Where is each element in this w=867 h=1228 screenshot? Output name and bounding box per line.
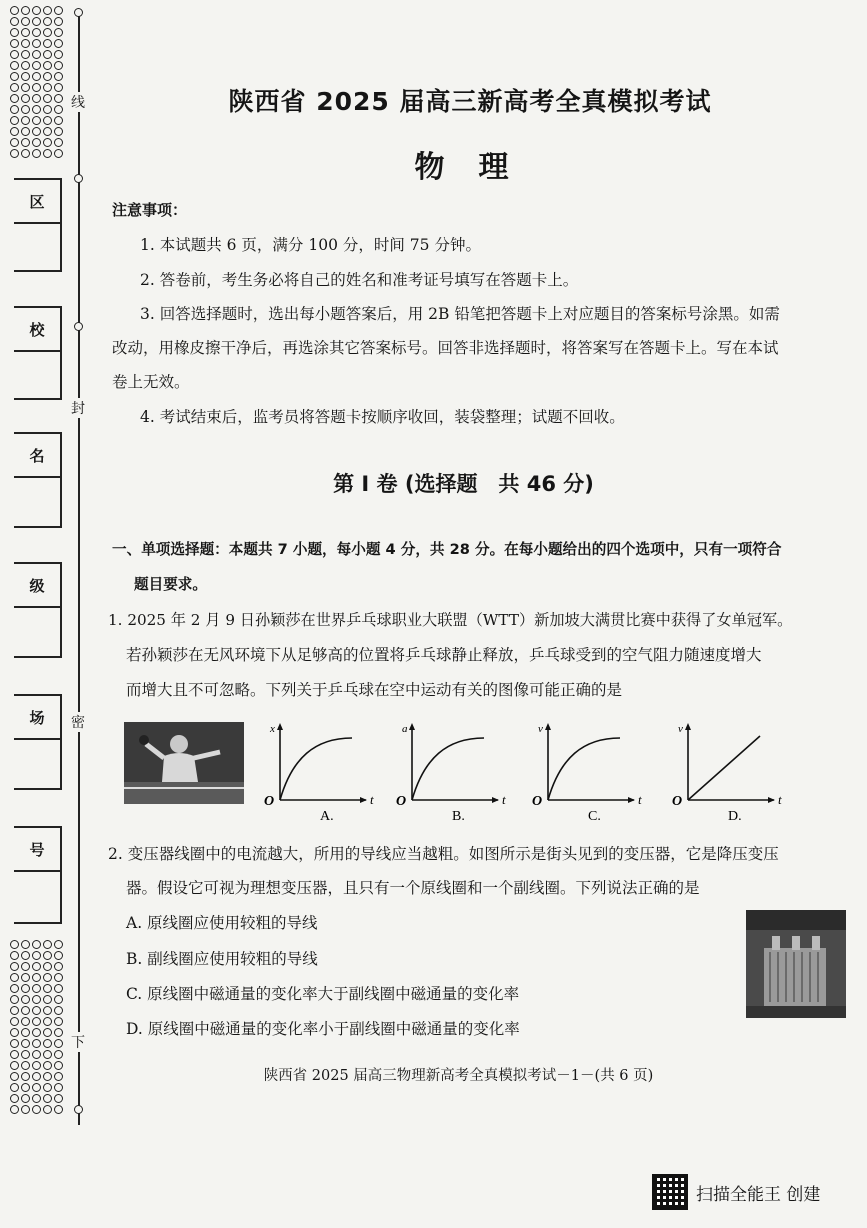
subject-title: 物理 [414, 150, 543, 185]
punch-hole [10, 1039, 19, 1048]
field-label: 级 [14, 564, 60, 608]
notice-item: 4. 考试结束后，监考员将答题卡按顺序收回，装袋整理；试题不回收。 [140, 408, 625, 426]
punch-hole [43, 50, 52, 59]
part-title: 第 I 卷 (选择题 共 46 分) [333, 472, 594, 496]
punch-hole [54, 17, 63, 26]
punch-hole [54, 61, 63, 70]
punch-hole [21, 995, 30, 1004]
punch-hole [21, 6, 30, 15]
punch-hole [10, 973, 19, 982]
notice-item: 1. 本试题共 6 页，满分 100 分，时间 75 分钟。 [140, 236, 481, 254]
punch-hole [10, 17, 19, 26]
punch-hole [32, 50, 41, 59]
field-label: 名 [14, 434, 60, 478]
punch-hole [54, 6, 63, 15]
punch-hole [43, 83, 52, 92]
punch-hole [32, 1006, 41, 1015]
q2-option-b[interactable]: B. 副线圈应使用较粗的导线 [126, 950, 318, 968]
punch-hole [43, 61, 52, 70]
punch-hole [54, 28, 63, 37]
punch-hole [21, 1006, 30, 1015]
punch-hole [54, 962, 63, 971]
y-axis-label: a [402, 723, 408, 735]
binding-dot [74, 1105, 83, 1114]
notice-item: 卷上无效。 [112, 373, 190, 391]
field-class[interactable] [14, 562, 62, 658]
field-label: 场 [14, 696, 60, 740]
punch-hole [32, 1017, 41, 1026]
y-axis-arrow [409, 723, 415, 730]
punch-hole [43, 1006, 52, 1015]
binding-dot [74, 322, 83, 331]
punch-hole [21, 984, 30, 993]
punch-hole [10, 962, 19, 971]
punch-hole [32, 17, 41, 26]
punch-hole [10, 39, 19, 48]
punch-hole [54, 50, 63, 59]
punch-hole [21, 1039, 30, 1048]
graph-option-a[interactable] [262, 718, 372, 832]
punch-hole [43, 962, 52, 971]
y-axis-arrow [545, 723, 551, 730]
punch-hole [10, 995, 19, 1004]
curve [280, 738, 352, 800]
field-label: 区 [14, 180, 60, 224]
x-axis-arrow [492, 797, 499, 803]
punch-hole [32, 116, 41, 125]
punch-hole [54, 973, 63, 982]
punch-hole [32, 1105, 41, 1114]
punch-hole [10, 28, 19, 37]
notice-item: 2. 答卷前，考生务必将自己的姓名和准考证号填写在答题卡上。 [140, 271, 579, 289]
punch-hole [54, 127, 63, 136]
punch-hole [43, 1105, 52, 1114]
curve [548, 738, 620, 800]
option-label: D. [728, 809, 742, 824]
notice-heading: 注意事项： [112, 201, 188, 219]
x-axis-label: t [638, 792, 642, 807]
option-label: B. [452, 809, 465, 824]
punch-hole [43, 116, 52, 125]
watermark-text: 扫描全能王 创建 [696, 1184, 821, 1205]
field-exam-room[interactable] [14, 694, 62, 790]
field-label: 校 [14, 308, 60, 352]
curve [688, 736, 760, 800]
punch-hole [32, 1039, 41, 1048]
punch-hole [43, 6, 52, 15]
punch-hole [10, 61, 19, 70]
punch-hole [21, 1028, 30, 1037]
transformer-photo [746, 910, 846, 1018]
punch-hole [54, 951, 63, 960]
y-axis-arrow [277, 723, 283, 730]
x-axis-label: t [370, 792, 374, 807]
punch-hole [21, 50, 30, 59]
punch-hole [32, 940, 41, 949]
q2-line: 器。假设它可视为理想变压器，且只有一个原线圈和一个副线圈。下列说法正确的是 [126, 879, 700, 897]
punch-hole [10, 951, 19, 960]
origin-label: O [672, 794, 683, 809]
q1-line: 1. 2025 年 2 月 9 日孙颖莎在世界乒乓球职业大联盟（WTT）新加坡大满贯比赛中获得了女单冠军。 [108, 611, 793, 629]
punch-hole [32, 6, 41, 15]
punch-hole [10, 1006, 19, 1015]
origin-label: O [532, 794, 543, 809]
punch-hole [54, 105, 63, 114]
punch-hole [10, 1105, 19, 1114]
punch-hole [43, 1094, 52, 1103]
punch-hole [21, 1105, 30, 1114]
punch-hole [32, 28, 41, 37]
x-axis-label: t [502, 792, 506, 807]
punch-hole [10, 1028, 19, 1037]
punch-hole [43, 127, 52, 136]
punch-hole [43, 984, 52, 993]
punch-hole [43, 951, 52, 960]
graph-option-b[interactable] [394, 718, 504, 832]
seal-mark-below: 下 [67, 1032, 89, 1052]
punch-hole [10, 50, 19, 59]
punch-hole [21, 1050, 30, 1059]
origin-label: O [396, 794, 407, 809]
punch-hole [54, 940, 63, 949]
punch-hole [10, 1050, 19, 1059]
field-seat-number[interactable] [14, 826, 62, 924]
punch-hole [32, 1028, 41, 1037]
punch-hole [32, 1050, 41, 1059]
punch-hole [54, 94, 63, 103]
punch-hole [54, 1017, 63, 1026]
x-axis-arrow [360, 797, 367, 803]
page-footer: 陕西省 2025 届高三物理新高考全真模拟考试－1－(共 6 页) [263, 1068, 654, 1084]
exam-title: 陕西省 2025 届高三新高考全真模拟考试 [228, 87, 712, 116]
punch-hole [10, 72, 19, 81]
punch-hole [10, 1094, 19, 1103]
punch-hole [21, 1017, 30, 1026]
q2-option-c[interactable]: C. 原线圈中磁通量的变化率大于副线圈中磁通量的变化率 [126, 985, 520, 1003]
punch-hole [43, 39, 52, 48]
punch-hole [10, 94, 19, 103]
origin-label: O [264, 794, 275, 809]
field-school[interactable] [14, 306, 62, 400]
binding-dot [74, 8, 83, 17]
punch-hole [10, 83, 19, 92]
punch-hole [21, 962, 30, 971]
punch-hole [54, 984, 63, 993]
punch-hole [43, 940, 52, 949]
punch-hole [54, 83, 63, 92]
punch-hole [32, 973, 41, 982]
punch-hole [21, 951, 30, 960]
punch-hole [32, 39, 41, 48]
x-axis-arrow [768, 797, 775, 803]
y-axis-label: v [678, 723, 683, 735]
q2-option-d[interactable]: D. 原线圈中磁通量的变化率小于副线圈中磁通量的变化率 [126, 1020, 520, 1038]
notice-item: 改动，用橡皮擦干净后，再选涂其它答案标号。回答非选择题时，将答案写在答题卡上。写在本试 [112, 339, 779, 357]
punch-hole [32, 61, 41, 70]
punch-hole [54, 1050, 63, 1059]
punch-hole [32, 127, 41, 136]
punch-hole [54, 39, 63, 48]
punch-hole [10, 6, 19, 15]
punch-hole [43, 17, 52, 26]
punch-hole [21, 72, 30, 81]
y-axis-label: x [270, 723, 275, 735]
punch-hole [43, 105, 52, 114]
punch-hole [43, 1017, 52, 1026]
punch-hole [10, 116, 19, 125]
punch-hole [10, 105, 19, 114]
graph-option-d[interactable] [670, 718, 780, 832]
punch-hole [54, 1039, 63, 1048]
qr-code-icon [652, 1174, 688, 1210]
punch-hole [43, 28, 52, 37]
punch-hole [10, 984, 19, 993]
punch-hole [32, 951, 41, 960]
q1-line: 若孙颖莎在无风环境下从足够高的位置将乒乓球静止释放，乒乓球受到的空气阻力随速度增大 [126, 646, 762, 664]
punch-hole [32, 72, 41, 81]
punch-hole [54, 995, 63, 1004]
punch-hole [10, 940, 19, 949]
punch-hole [21, 61, 30, 70]
punch-hole [43, 1039, 52, 1048]
punch-hole [54, 116, 63, 125]
punch-hole [21, 83, 30, 92]
punch-hole [54, 1028, 63, 1037]
seal-mark-line: 线 [67, 92, 89, 112]
x-axis-arrow [628, 797, 635, 803]
punch-holes-bottom [10, 940, 63, 1114]
punch-hole [21, 973, 30, 982]
option-label: A. [320, 809, 334, 824]
punch-hole [32, 984, 41, 993]
curve [412, 738, 484, 800]
punch-hole [32, 995, 41, 1004]
punch-hole [54, 1105, 63, 1114]
y-axis-label: v [538, 723, 543, 735]
punch-hole [21, 17, 30, 26]
table-tennis-photo [124, 722, 244, 804]
punch-hole [43, 94, 52, 103]
punch-hole [10, 1017, 19, 1026]
q2-option-a[interactable]: A. 原线圈应使用较粗的导线 [126, 914, 318, 932]
option-label: C. [588, 809, 601, 824]
punch-hole [21, 39, 30, 48]
punch-hole [54, 1006, 63, 1015]
x-axis-label: t [778, 792, 782, 807]
punch-hole [54, 72, 63, 81]
q2-line: 2. 变压器线圈中的电流越大，所用的导线应当越粗。如图所示是街头见到的变压器，它是降压变压 [108, 845, 779, 863]
punch-hole [32, 1094, 41, 1103]
punch-hole [32, 962, 41, 971]
punch-hole [21, 105, 30, 114]
punch-hole [21, 28, 30, 37]
punch-hole [21, 116, 30, 125]
punch-hole [32, 94, 41, 103]
seal-mark-seal: 封 [67, 398, 89, 418]
punch-holes-top [10, 6, 63, 158]
y-axis-arrow [685, 723, 691, 730]
punch-hole [43, 995, 52, 1004]
punch-hole [43, 72, 52, 81]
q1-line: 而增大且不可忽略。下列关于乒乓球在空中运动有关的图像可能正确的是 [126, 681, 623, 699]
seal-mark-secret: 密 [67, 712, 89, 732]
scanner-watermark [652, 1174, 820, 1210]
section-instructions-cont: 题目要求。 [134, 576, 207, 593]
graph-option-c[interactable] [530, 718, 640, 832]
section-instructions: 一、单项选择题：本题共 7 小题，每小题 4 分，共 28 分。在每小题给出的四个选项中，只有一项符合 [112, 541, 782, 558]
punch-hole [21, 940, 30, 949]
punch-hole [32, 83, 41, 92]
punch-hole [10, 127, 19, 136]
punch-hole [43, 973, 52, 982]
punch-hole [54, 1094, 63, 1103]
punch-hole [32, 105, 41, 114]
punch-hole [43, 1028, 52, 1037]
punch-hole [21, 94, 30, 103]
notice-item: 3. 回答选择题时，选出每小题答案后，用 2B 铅笔把答题卡上对应题目的答案标号涂黑。如需 [140, 305, 780, 323]
field-district[interactable] [14, 178, 62, 272]
punch-hole [43, 1050, 52, 1059]
punch-hole [21, 127, 30, 136]
punch-hole [21, 1094, 30, 1103]
field-label: 号 [14, 828, 60, 872]
